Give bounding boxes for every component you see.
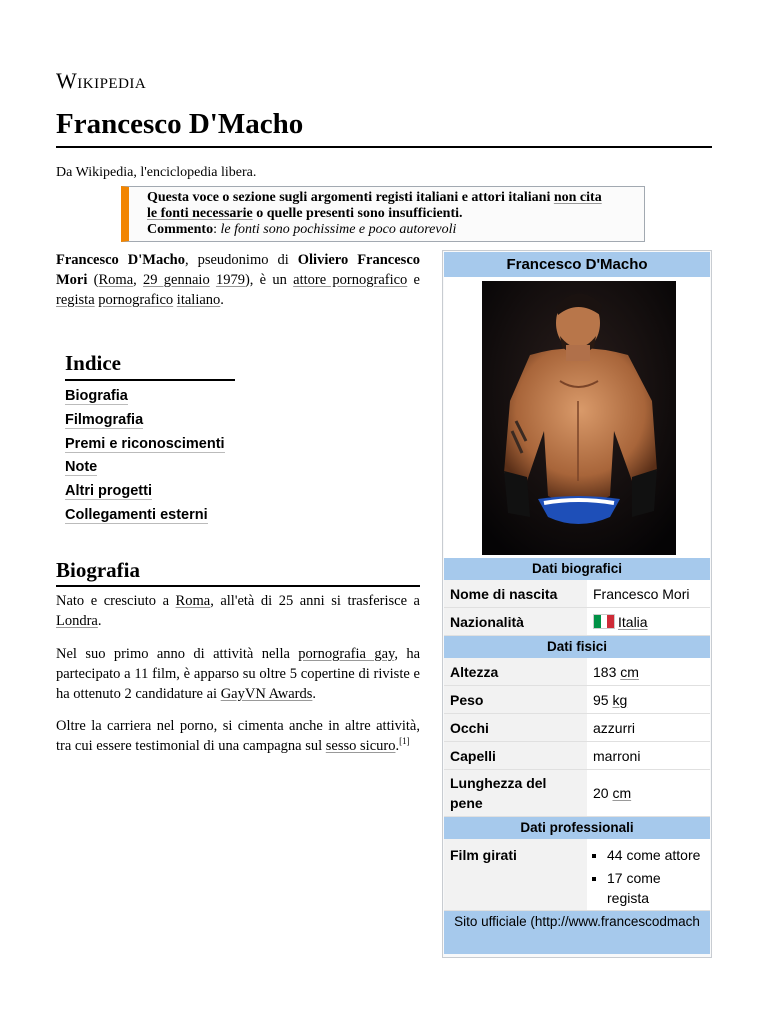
page-title: Francesco D'Macho [56, 106, 712, 148]
toc-item-filmografia[interactable]: Filmografia [65, 411, 144, 428]
film-count-regista: ▪ 17 come regista [607, 868, 704, 908]
lead-paragraph: Francesco D'Macho, pseudonimo di Oliviero Francesco Mori (Roma, 29 gennaio 1979), è un attore pornografico e regista pornografico italiano. [56, 252, 420, 308]
link-kg[interactable]: kg [612, 691, 628, 708]
value-altezza: 183 cm [593, 663, 639, 680]
film-count-attore: ▪ 44 come attore [607, 845, 704, 865]
toc-item-collegamenti[interactable]: Collegamenti esterni [65, 506, 208, 523]
link-gayvn-awards[interactable]: GayVN Awards [220, 686, 313, 702]
portrait-illustration [482, 281, 676, 555]
reference-1[interactable]: [1] [399, 736, 410, 747]
row-capelli [444, 742, 710, 770]
link-londra[interactable]: Londra [56, 613, 98, 629]
row-film-girati [444, 839, 710, 911]
bio-paragraph-3: Oltre la carriera nel porno, si cimenta anche in altre attività, tra cui essere testimonial di una campagna sul sesso sicuro.[1] [56, 718, 420, 754]
link-roma[interactable]: Roma [98, 272, 134, 288]
link-date[interactable]: 29 gennaio [143, 272, 210, 288]
label-nome-di-nascita: Nome di nascita [444, 580, 587, 607]
link-pornografico[interactable]: pornografico [98, 292, 174, 308]
notice-comment: Commento: le fonti sono pochissime e poco autorevoli [147, 222, 457, 237]
notice-link-non-cita[interactable]: non cita [553, 190, 602, 205]
link-roma-bio[interactable]: Roma [175, 593, 211, 609]
bio-paragraph-2: Nel suo primo anno di attività nella pornografia gay, ha partecipato a 11 film, è apparso su oltre 5 copertine di riviste e ha ottenuto 2 candidature ai GayVN Awards. [56, 646, 421, 702]
toc-item-biografia[interactable]: Biografia [65, 388, 128, 404]
tagline: Da Wikipedia, l'enciclopedia libera. [56, 165, 257, 180]
link-year[interactable]: 1979 [215, 272, 245, 288]
value-film-girati [587, 839, 710, 911]
toc-item-note[interactable]: Note [65, 459, 98, 476]
section-dati-biografici: Dati biografici [444, 558, 710, 580]
toc-title: Indice [65, 349, 235, 381]
value-nazionalita [587, 608, 710, 635]
label-peso: Peso [444, 686, 587, 713]
notice-link-fonti[interactable]: le fonti necessarie [147, 206, 253, 221]
toc-item-premi[interactable]: Premi e riconoscimenti [65, 435, 225, 452]
value-nome-di-nascita: Francesco Mori [593, 585, 690, 602]
label-nazionalita: Nazionalità [444, 608, 587, 635]
wikipedia-wordmark: Wikipedia [56, 68, 147, 93]
infobox [442, 250, 712, 958]
link-italia[interactable]: Italia [618, 613, 648, 630]
value-capelli: marroni [593, 747, 641, 764]
value-lunghezza: 20 cm [593, 785, 632, 801]
row-peso [444, 686, 710, 714]
row-nazionalita [444, 608, 710, 636]
table-of-contents [65, 349, 235, 528]
bio-paragraph-1: Nato e cresciuto a Roma, all'età di 25 anni si trasferisce a Londra. [56, 593, 420, 629]
label-occhi: Occhi [444, 714, 587, 741]
value-peso: 95 kg [593, 691, 628, 708]
label-film-girati: Film girati [444, 839, 587, 910]
portrait-photo[interactable] [482, 281, 676, 555]
row-lunghezza [444, 770, 710, 817]
italy-flag-icon [593, 614, 615, 629]
link-cm-2[interactable]: cm [612, 785, 632, 801]
link-pornografia-gay[interactable]: pornografia gay [298, 646, 395, 662]
row-altezza [444, 658, 710, 686]
section-heading-biografia: Biografia [56, 556, 420, 587]
notice-text: Questa voce o sezione sugli argomenti registi italiani e attori italiani non cita le fonti necessarie o quelle presenti sono insufficienti. [147, 190, 602, 221]
label-capelli: Capelli [444, 742, 587, 769]
citation-notice [121, 186, 645, 242]
infobox-title: Francesco D'Macho [444, 252, 710, 277]
section-dati-fisici: Dati fisici [444, 636, 710, 658]
row-occhi [444, 714, 710, 742]
link-sesso-sicuro[interactable]: sesso sicuro [325, 738, 396, 754]
value-occhi: azzurri [593, 719, 636, 736]
label-lunghezza: Lunghezza del pene [444, 770, 587, 816]
link-regista[interactable]: regista [56, 292, 95, 308]
label-altezza: Altezza [444, 658, 587, 685]
link-cm[interactable]: cm [620, 663, 639, 680]
link-attore-pornografico[interactable]: attore pornografico [293, 272, 408, 288]
link-italiano[interactable]: italiano [176, 292, 221, 308]
section-dati-professionali: Dati professionali [444, 817, 710, 839]
toc-item-altri-progetti[interactable]: Altri progetti [65, 483, 152, 500]
official-site-link[interactable]: Sito ufficiale (http://www.francescodmach [444, 911, 710, 954]
infobox-image-cell [444, 277, 710, 558]
row-nome-di-nascita [444, 580, 710, 608]
